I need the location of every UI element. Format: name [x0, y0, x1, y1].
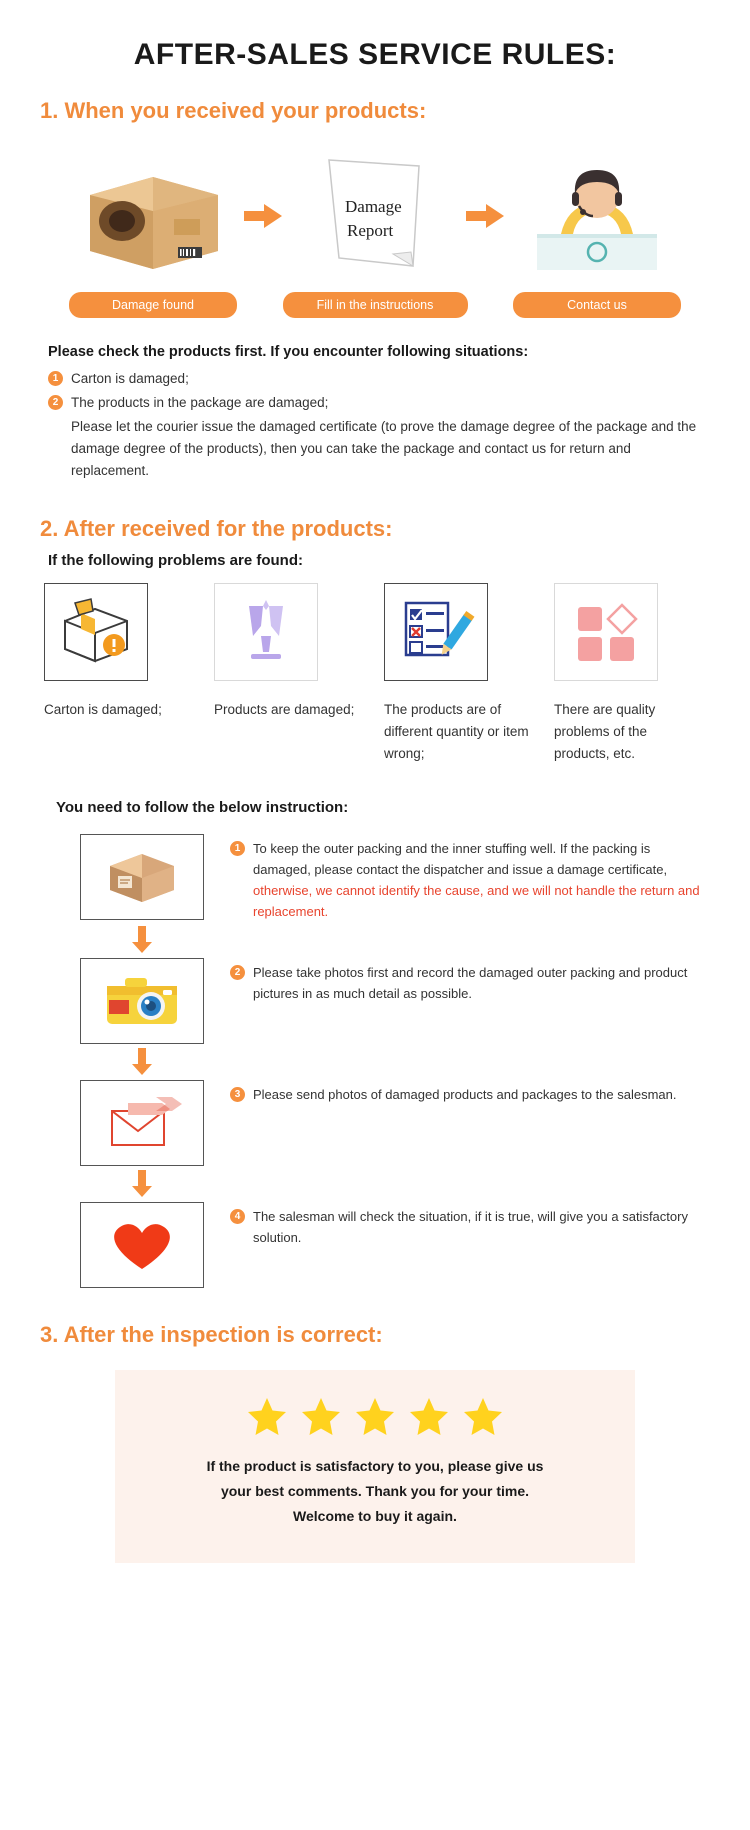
problem-cell-quality: [554, 583, 710, 765]
package-box-icon: [80, 834, 204, 920]
flow-label-contact-us: Contact us: [513, 292, 681, 318]
flow-step-damage-found: [68, 156, 238, 318]
step-2-text-normal: Please take photos first and record the damaged outer packing and product pictures in as much detail as possible.: [253, 965, 688, 1001]
instruction-title: You need to follow the below instruction:: [56, 799, 349, 816]
problem-cell-quantity: [384, 583, 540, 765]
problem-cell-products: [214, 583, 370, 765]
step-4-text-normal: The salesman will check the situation, if it is true, will give you a satisfactory solution.: [253, 1209, 688, 1245]
thanks-line-2: your best comments. Thank you for your time.: [220, 1483, 530, 1499]
star-icon-5: [462, 1396, 504, 1436]
instruction-step-1-text: [204, 834, 710, 922]
send-email-icon: [80, 1080, 204, 1166]
star-icon-2: [300, 1396, 342, 1436]
section-3-heading: 3. After the inspection is correct:: [40, 1322, 383, 1347]
step-number-3: 3: [230, 1087, 245, 1102]
step-number-2: 2: [230, 965, 245, 980]
list-number-1: 1: [48, 371, 63, 386]
quality-tiles-icon: [554, 583, 658, 681]
flow-label-damage-found: Damage found: [69, 292, 237, 318]
problem-caption-quality: There are quality problems of the products, etc.: [554, 702, 656, 761]
step-number-4: 4: [230, 1209, 245, 1224]
arrow-down-icon-1: [80, 922, 204, 958]
instruction-step-4: [80, 1202, 710, 1288]
star-icon-1: [246, 1396, 288, 1436]
problem-caption-quantity: The products are of different quantity or item wrong;: [384, 702, 529, 761]
situation-text-1: Carton is damaged;: [71, 371, 189, 386]
star-icon-4: [408, 1396, 450, 1436]
section-2-subheading: If the following problems are found:: [48, 552, 303, 569]
broken-carton-icon: [44, 583, 148, 681]
instruction-steps: [0, 816, 750, 1288]
instruction-step-1: [80, 834, 710, 922]
thanks-card: [115, 1370, 635, 1563]
page-title: AFTER-SALES SERVICE RULES:: [133, 38, 617, 71]
courier-certificate-note: Please let the courier issue the damaged certificate (to prove the damage degree of the package and the damage degree of the products), then you can take the package and contact us for return and replacement.: [71, 419, 697, 478]
instruction-step-3: [80, 1080, 710, 1166]
step-1-text-warning: otherwise, we cannot identify the cause, and we will not handle the return and replacement.: [253, 883, 700, 919]
checklist-error-icon: [384, 583, 488, 681]
situation-item-2: [48, 392, 706, 413]
thanks-line-1: If the product is satisfactory to you, please give us: [206, 1458, 544, 1474]
step-number-1: 1: [230, 841, 245, 856]
problem-caption-products: Products are damaged;: [214, 702, 355, 717]
receive-flow-diagram: [0, 134, 750, 318]
situation-item-1: [48, 368, 706, 389]
arrow-right-icon-2: [460, 156, 512, 276]
check-products-intro: Please check the products first. If you encounter following situations:: [48, 344, 529, 360]
flow-step-contact-us: [512, 156, 682, 318]
problem-cell-carton: [44, 583, 200, 765]
step-3-text-normal: Please send photos of damaged products and packages to the salesman.: [253, 1087, 677, 1102]
arrow-right-icon-1: [238, 156, 290, 276]
star-icon-3: [354, 1396, 396, 1436]
section-1-heading: 1. When you received your products:: [40, 98, 427, 123]
svg-text:Damage: Damage: [345, 196, 402, 216]
broken-glass-icon: [214, 583, 318, 681]
arrow-down-icon-2: [80, 1044, 204, 1080]
heart-icon: [80, 1202, 204, 1288]
svg-text:Report: Report: [347, 220, 394, 240]
instruction-step-2: [80, 958, 710, 1044]
flow-label-fill-instructions: Fill in the instructions: [283, 292, 468, 318]
arrow-down-icon-3: [80, 1166, 204, 1202]
instruction-step-2-text: [204, 958, 710, 1004]
section-1-body: [0, 318, 750, 482]
step-1-text-normal: To keep the outer packing and the inner stuffing well. If the packing is damaged, please contact the dispatcher and issue a damage certificate,: [253, 841, 668, 877]
star-rating: [115, 1396, 635, 1436]
instruction-step-3-text: [204, 1080, 710, 1105]
flow-step-fill-instructions: [290, 156, 460, 318]
section-2-heading: 2. After received for the products:: [40, 516, 393, 541]
instruction-step-4-text: [204, 1202, 710, 1248]
damage-report-icon: [290, 156, 460, 276]
camera-icon: [80, 958, 204, 1044]
problem-caption-carton: Carton is damaged;: [44, 702, 162, 717]
thanks-line-3: Welcome to buy it again.: [293, 1508, 457, 1524]
damaged-carton-icon: [68, 156, 238, 276]
list-number-2: 2: [48, 395, 63, 410]
support-agent-icon: [512, 156, 682, 276]
situation-text-2: The products in the package are damaged;: [71, 395, 329, 410]
problem-icon-grid: [0, 569, 750, 765]
